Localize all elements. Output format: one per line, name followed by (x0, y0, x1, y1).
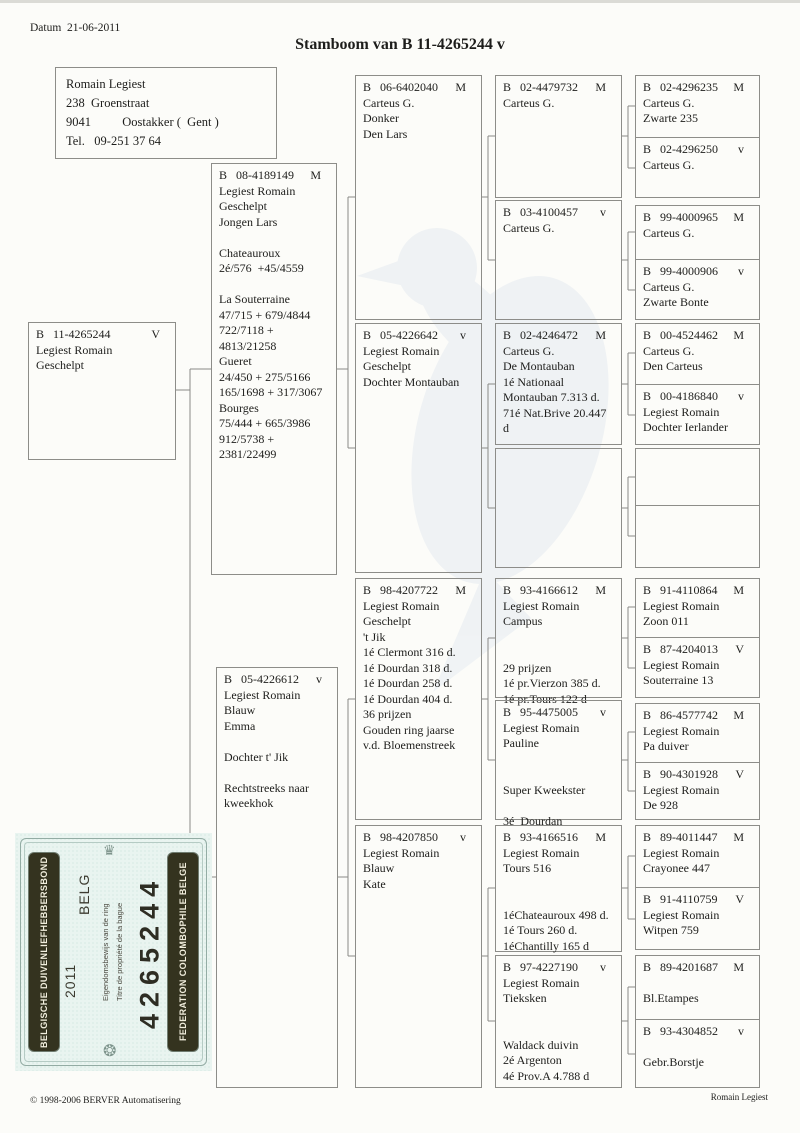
text-line: Carteus G. (643, 343, 695, 358)
text-line: Legiest Romain (36, 342, 113, 357)
sex-code: M (455, 583, 466, 597)
sex-code: v (600, 205, 606, 219)
text-line: Legiest Romain (503, 720, 580, 735)
text-line: 912/5738 + (219, 431, 275, 446)
pedigree-box-gggp12 (635, 762, 760, 820)
text-line (503, 1007, 614, 1023)
sex-code: v (738, 389, 744, 403)
text-line: 1éChateauroux 498 d. (503, 907, 609, 922)
ring-line: B 11-4265244 V (36, 327, 160, 341)
pedigree-box-gggp9 (635, 578, 760, 638)
text-line: 165/1698 + 317/3067 (219, 385, 323, 399)
sex-code: M (595, 583, 606, 597)
text-line (503, 892, 614, 908)
ring-line: B 98-4207850 v (363, 830, 466, 844)
text-line: Montauban 7.313 d. (503, 390, 600, 404)
sex-code: M (733, 708, 744, 722)
text-line: Chateauroux (219, 245, 281, 260)
sex-code: M (733, 960, 744, 974)
text-line: Campus (503, 614, 543, 628)
pedigree-box-sire (211, 163, 337, 575)
pedigree-box-ggp1 (495, 75, 622, 198)
text-line: 1é Dourdan 404 d. (363, 691, 453, 706)
stamp-year-label: 2011 (62, 963, 78, 999)
sex-code: V (151, 327, 160, 341)
text-line: Gebr.Borstje (643, 1055, 704, 1069)
stamp-band-left: BELGISCHE DUIVENLIEFHEBBERSBOND (29, 853, 59, 1051)
text-line: Legiest Romain (363, 598, 440, 613)
text-line: 1é Dourdan 318 d. (363, 660, 453, 675)
pedigree-box-ggp3 (495, 323, 622, 445)
text-line: Gueret (219, 354, 252, 368)
text-line: Dochter t' Jik (224, 749, 289, 764)
text-line: 1é Tours 260 d. (503, 923, 578, 937)
text-line (643, 1040, 752, 1056)
ring-ownership-stamp (15, 833, 212, 1071)
ring-line: B 87-4204013 V (643, 642, 744, 656)
owner-street: 238 Groenstraat (66, 96, 150, 110)
text-line (219, 230, 329, 246)
text-line: 2381/22499 (219, 447, 277, 461)
pedigree-box-gggp7-empty (635, 448, 760, 506)
pedigree-box-ggp4-empty (495, 448, 622, 568)
text-line: 4é Prov.A 4.788 d (503, 1068, 590, 1083)
document-date: Datum 21-06-2011 (30, 22, 121, 34)
text-line: 1éChantilly 165 d (503, 938, 589, 953)
ring-line: B 02-4246472 M (503, 328, 606, 342)
ring-line: B 93-4166516 M (503, 830, 606, 844)
text-line: Carteus G. (643, 279, 695, 294)
text-line: 71é Nat.Brive 20.447 (503, 405, 607, 420)
text-line: Geschelpt (219, 199, 267, 213)
text-line (643, 976, 752, 992)
text-line: Rechtstreeks naar (224, 780, 309, 795)
ring-line: B 98-4207722 M (363, 583, 466, 597)
stamp-ownership-text-fr: Titre de propriété de la bague (115, 902, 124, 1002)
text-line: 4813/21258 (219, 338, 277, 353)
text-line: De 928 (643, 798, 678, 812)
stamp-country-label: BELG (76, 873, 92, 915)
ring-line: B 89-4201687 M (643, 960, 744, 974)
ring-line: B 02-4296250 v (643, 142, 744, 156)
footer-owner-name: Romain Legiest (710, 1092, 768, 1102)
text-line: Legiest Romain (643, 782, 720, 797)
text-line: Bourges (219, 400, 259, 415)
pedigree-box-gggp11 (635, 703, 760, 763)
text-line: Legiest Romain (643, 907, 720, 922)
stamp-seal-icon: ❂ (103, 1043, 117, 1060)
text-line: 1é pr.Vierzon 385 d. (503, 676, 601, 690)
ring-line: B 95-4475005 v (503, 705, 606, 719)
text-line: Legiest Romain (503, 975, 580, 990)
pedigree-box-subject (28, 322, 176, 460)
pedigree-box-ggp8 (495, 955, 622, 1088)
text-line: Den Carteus (643, 359, 703, 373)
ring-line: B 86-4577742 M (643, 708, 744, 722)
text-line: 29 prijzen (503, 660, 552, 675)
text-line: De Montauban (503, 359, 575, 373)
text-line: Witpen 759 (643, 923, 699, 937)
pedigree-box-gggp3 (635, 205, 760, 260)
text-line: La Souterraine (219, 292, 290, 306)
text-line: Souterraine 13 (643, 673, 714, 687)
text-line: 1é pr.Tours 122 d (503, 691, 587, 706)
ring-line: B 91-4110864 M (643, 583, 744, 597)
sex-code: M (733, 328, 744, 342)
pedigree-box-gggp14 (635, 887, 760, 950)
owner-name: Romain Legiest (66, 77, 146, 91)
text-line: Pa duiver (643, 739, 689, 753)
stamp-ownership-text-nl: Eigendomsbewijs van de ring (101, 903, 110, 1001)
pedigree-box-gggp1 (635, 75, 760, 138)
owner-address-box (55, 67, 277, 159)
text-line: 36 prijzen (363, 707, 412, 721)
pedigree-box-gggp2 (635, 137, 760, 198)
sex-code: M (733, 830, 744, 844)
sex-code: V (735, 892, 744, 906)
text-line: Carteus G. (503, 220, 555, 235)
pedigree-box-gggp16 (635, 1019, 760, 1088)
sex-code: M (455, 80, 466, 94)
text-line: Emma (224, 718, 256, 733)
text-line: 't Jik (363, 629, 386, 644)
text-line: Blauw (363, 861, 395, 875)
text-line: Legiest Romain (219, 183, 296, 198)
text-line (224, 765, 330, 781)
text-line (503, 877, 614, 893)
text-line: 3é Dourdan (503, 813, 563, 828)
sex-code: v (600, 705, 606, 719)
ring-line: B 03-4100457 v (503, 205, 606, 219)
text-line: Donker (363, 111, 399, 125)
ring-line: B 91-4110759 V (643, 892, 744, 906)
pedigree-box-gggp5 (635, 323, 760, 385)
pedigree-box-grandsire-maternal (355, 578, 482, 820)
text-line: Gouden ring jaarse (363, 722, 455, 737)
pedigree-box-granddam-maternal (355, 825, 482, 1088)
pedigree-box-ggp7 (495, 825, 622, 952)
pedigree-box-gggp10 (635, 637, 760, 698)
ring-line: B 05-4226642 v (363, 328, 466, 342)
ring-line: B 93-4166612 M (503, 583, 606, 597)
text-line: 2é/576 +45/4559 (219, 261, 304, 275)
stamp-ring-number: 4265244 (134, 874, 165, 1030)
text-line: Carteus G. (503, 95, 555, 110)
text-line: Legiest Romain (643, 404, 720, 419)
pedigree-box-ggp5 (495, 578, 622, 706)
text-line: Dochter Ierlander (643, 420, 728, 434)
text-line: Tours 516 (503, 861, 552, 875)
page-title: Stamboom van B 11-4265244 v (295, 36, 505, 53)
ring-line: B 89-4011447 M (643, 830, 744, 844)
text-line: 75/444 + 665/3986 (219, 416, 311, 430)
ring-line: B 00-4524462 M (643, 328, 744, 342)
sex-code: v (460, 830, 466, 844)
text-line: Carteus G. (643, 225, 695, 240)
ring-line: B 97-4227190 v (503, 960, 606, 974)
pedigree-box-ggp6 (495, 700, 622, 828)
pedigree-box-dam (216, 667, 338, 1088)
pedigree-box-gggp13 (635, 825, 760, 888)
text-line: 2é Argenton (503, 1053, 562, 1067)
sex-code: v (460, 328, 466, 342)
sex-code: M (595, 80, 606, 94)
text-line: Zwarte 235 (643, 111, 698, 125)
ring-line: B 90-4301928 V (643, 767, 744, 781)
text-line: 1é Nationaal (503, 374, 564, 389)
text-line: Legiest Romain (643, 723, 720, 738)
ring-line: B 02-4296235 M (643, 80, 744, 94)
text-line: Geschelpt (36, 358, 84, 372)
text-line: Carteus G. (363, 95, 415, 110)
stamp-band-right: FEDERATION COLOMBOPHILE BELGE (168, 853, 198, 1051)
pedigree-box-gggp4 (635, 259, 760, 320)
text-line (503, 630, 614, 646)
sex-code: M (733, 583, 744, 597)
text-line (503, 645, 614, 661)
text-line: kweekhok (224, 796, 274, 810)
owner-city: 9041 Oostakker ( Gent ) (66, 115, 219, 129)
sex-code: M (310, 168, 321, 182)
text-line (503, 767, 614, 783)
text-line (503, 1022, 614, 1038)
ring-line: B 99-4000906 v (643, 264, 744, 278)
text-line: Legiest Romain (643, 598, 720, 613)
text-line: 1é Dourdan 258 d. (363, 676, 453, 690)
stamp-crown-icon: ♛ (103, 844, 116, 859)
ring-line: B 08-4189149 M (219, 168, 321, 182)
text-line: 722/7118 + (219, 323, 274, 337)
text-line: Crayonee 447 (643, 861, 710, 875)
text-line: Blauw (224, 703, 256, 717)
text-line: Tieksken (503, 991, 547, 1005)
ring-line: B 06-6402040 M (363, 80, 466, 94)
ring-line: B 99-4000965 M (643, 210, 744, 224)
sex-code: M (733, 80, 744, 94)
sex-code: v (738, 142, 744, 156)
sex-code: v (738, 1024, 744, 1038)
text-line (224, 734, 330, 750)
text-line: Zoon 011 (643, 614, 689, 628)
sex-code: M (595, 328, 606, 342)
ring-line: B 00-4186840 v (643, 389, 744, 403)
text-line: Carteus G. (643, 95, 695, 110)
text-line: Dochter Montauban (363, 374, 460, 389)
text-line: Legiest Romain (643, 845, 720, 860)
text-line: v.d. Bloemenstreek (363, 738, 456, 752)
owner-phone: Tel. 09-251 37 64 (66, 134, 161, 148)
sex-code: v (600, 960, 606, 974)
pedigree-box-ggp2 (495, 200, 622, 320)
text-line: Geschelpt (363, 359, 411, 373)
text-line: Legiest Romain (503, 598, 580, 613)
text-line: Pauline (503, 736, 539, 750)
ring-line: B 05-4226612 v (224, 672, 322, 686)
sex-code: M (733, 210, 744, 224)
text-line: Legiest Romain (643, 657, 720, 672)
text-line: Super Kweekster (503, 782, 586, 797)
ring-line: B 02-4479732 M (503, 80, 606, 94)
pedigree-box-gggp6 (635, 384, 760, 445)
text-line: Legiest Romain (363, 845, 440, 860)
text-line: Legiest Romain (363, 343, 440, 358)
sex-code: V (735, 767, 744, 781)
text-line: Den Lars (363, 126, 408, 141)
pedigree-box-gggp8-empty (635, 505, 760, 568)
text-line: Zwarte Bonte (643, 295, 709, 309)
ring-line: B 93-4304852 v (643, 1024, 744, 1038)
text-line (219, 277, 329, 293)
text-line: Waldack duivin (503, 1037, 579, 1052)
text-line: 1é Clermont 316 d. (363, 645, 456, 659)
text-line (503, 752, 614, 768)
text-line: 24/450 + 275/5166 (219, 369, 311, 384)
sex-code: V (735, 642, 744, 656)
text-line: Jongen Lars (219, 214, 278, 229)
sex-code: v (316, 672, 322, 686)
sex-code: M (595, 830, 606, 844)
text-line (503, 798, 614, 814)
sex-code: v (738, 264, 744, 278)
text-line: Carteus G. (503, 343, 555, 358)
text-line: Bl.Etampes (643, 991, 699, 1005)
text-line: Legiest Romain (224, 687, 301, 702)
text-line: Legiest Romain (503, 845, 580, 860)
text-line: d (503, 421, 509, 435)
text-line: Kate (363, 876, 386, 891)
pedigree-box-gggp15 (635, 955, 760, 1020)
footer-copyright: © 1998-2006 BERVER Automatisering (30, 1096, 181, 1106)
text-line: Geschelpt (363, 614, 411, 628)
pedigree-box-grandsire-paternal (355, 75, 482, 320)
text-line: Carteus G. (643, 157, 695, 172)
pedigree-box-granddam-paternal (355, 323, 482, 573)
text-line: 47/715 + 679/4844 (219, 307, 311, 322)
